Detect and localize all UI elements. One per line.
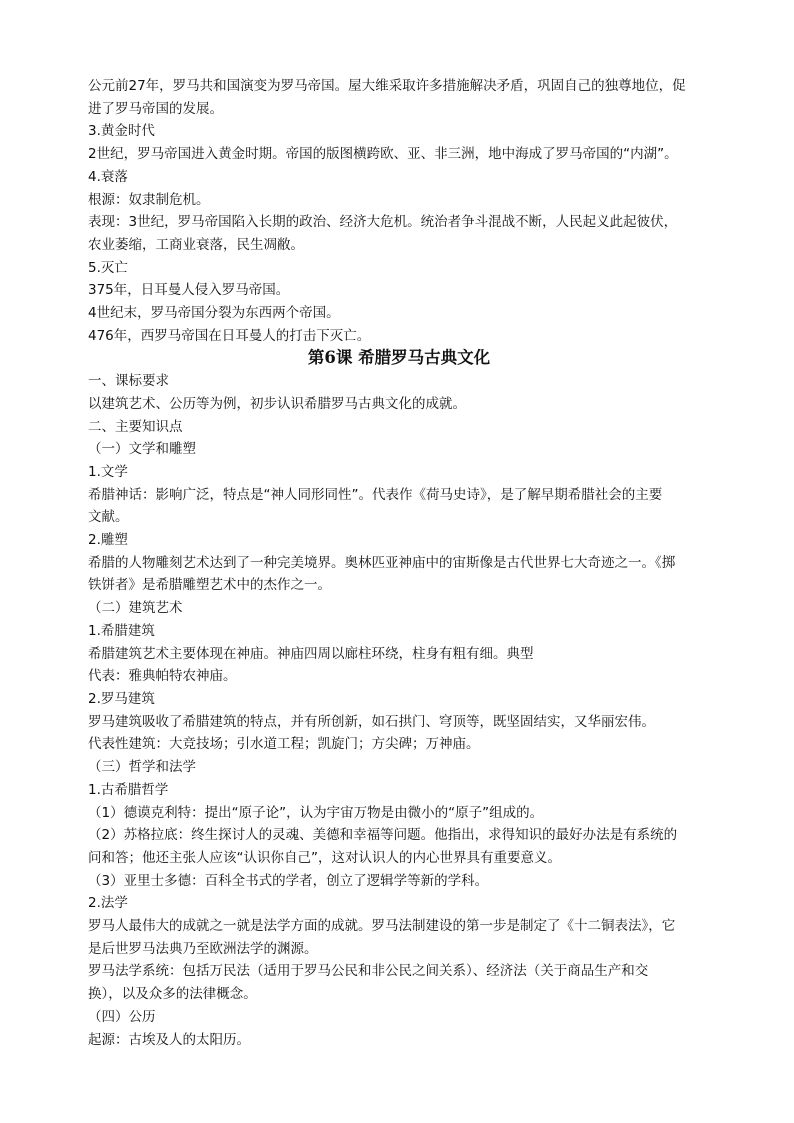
text-line: 希腊神话：影响广泛，特点是“神人同形同性”。代表作《荷马史诗》，是了解早期希腊社会的主要 bbox=[88, 486, 663, 503]
text-line: （一）文学和雕塑 bbox=[88, 441, 196, 458]
text-line: 375年，日耳曼人侵入罗马帝国。 bbox=[88, 282, 290, 299]
text-line: 2世纪，罗马帝国进入黄金时期。帝国的版图横跨欧、亚、非三洲，地中海成了罗马帝国的“内湖”。 bbox=[88, 146, 678, 163]
text-line: 代表性建筑：大竞技场；引水道工程；凯旋门；方尖碑；万神庙。 bbox=[88, 736, 480, 753]
text-line: 以建筑艺术、公历等为例，初步认识希腊罗马古典文化的成就。 bbox=[88, 395, 466, 412]
lesson-title: 第6课 希腊罗马古典文化 bbox=[307, 348, 491, 368]
text-line: 希腊建筑艺术主要体现在神庙。神庙四周以廊柱环绕，柱身有粗有细。典型 bbox=[88, 645, 534, 662]
text-line: 根源：奴隶制危机。 bbox=[88, 191, 210, 208]
text-line: （二）建筑艺术 bbox=[88, 600, 183, 617]
text-line: 问和答；他还主张人应该“认识你自己”，这对认识人的内心世界具有重要意义。 bbox=[88, 849, 561, 866]
section-roman-empire bbox=[88, 75, 710, 347]
text-line: 进了罗马帝国的发展。 bbox=[88, 100, 223, 117]
text-line: （2）苏格拉底：终生探讨人的灵魂、美德和幸福等问题。他指出，求得知识的最好办法是有系统的 bbox=[88, 827, 678, 844]
text-line: 1.文学 bbox=[88, 463, 128, 480]
text-line: （1）德谟克利特：提出“原子论”，认为宇宙万物是由微小的“原子”组成的。 bbox=[88, 804, 544, 821]
text-line: 罗马人最伟大的成就之一就是法学方面的成就。罗马法制建设的第一步是制定了《十二铜表法》，它 bbox=[88, 918, 676, 935]
text-line: （3）亚里士多德：百科全书式的学者，创立了逻辑学等新的学科。 bbox=[88, 872, 489, 889]
text-line: 希腊的人物雕刻艺术达到了一种完美境界。奥林匹亚神庙中的宙斯像是古代世界七大奇迹之一。《掷 bbox=[88, 554, 676, 571]
text-line: 1.希腊建筑 bbox=[88, 622, 155, 639]
text-line: 二、主要知识点 bbox=[88, 418, 183, 435]
text-line: 3.黄金时代 bbox=[88, 123, 155, 140]
text-line: 文献。 bbox=[88, 509, 129, 526]
text-line: 铁饼者》是希腊雕塑艺术中的杰作之一。 bbox=[88, 577, 331, 594]
text-line: 2.罗马建筑 bbox=[88, 690, 155, 707]
text-line: 一、课标要求 bbox=[88, 373, 169, 390]
section-greek-roman-culture bbox=[88, 370, 710, 1051]
text-line: 换），以及众多的法律概念。 bbox=[88, 986, 257, 1003]
text-line: 4.衰落 bbox=[88, 168, 128, 185]
text-line: 罗马法学系统：包括万民法（适用于罗马公民和非公民之间关系）、经济法（关于商品生产和交 bbox=[88, 963, 649, 980]
text-line: 1.古希腊哲学 bbox=[88, 781, 169, 798]
text-line: 公元前27年，罗马共和国演变为罗马帝国。屋大维采取许多措施解决矛盾，巩固自己的独尊地位，促 bbox=[88, 78, 686, 94]
document-page bbox=[88, 75, 710, 1051]
text-line: 476年，西罗马帝国在日耳曼人的打击下灭亡。 bbox=[88, 327, 371, 344]
text-line: 2.法学 bbox=[88, 895, 128, 912]
text-line: 4世纪末，罗马帝国分裂为东西两个帝国。 bbox=[88, 305, 340, 322]
text-line: （四）公历 bbox=[88, 1008, 156, 1025]
text-line: 罗马建筑吸收了希腊建筑的特点，并有所创新，如石拱门、穹顶等，既坚固结实，又华丽宏伟。 bbox=[88, 713, 655, 730]
text-line: 5.灭亡 bbox=[88, 259, 128, 276]
text-line: （三）哲学和法学 bbox=[88, 759, 196, 776]
text-line: 代表：雅典帕特农神庙。 bbox=[88, 668, 237, 685]
text-line: 农业萎缩，工商业衰落，民生凋敝。 bbox=[88, 236, 304, 253]
text-line: 表现：3世纪，罗马帝国陷入长期的政治、经济大危机。统治者争斗混战不断，人民起义此起彼伏， bbox=[88, 214, 678, 231]
text-line: 是后世罗马法典乃至欧洲法学的渊源。 bbox=[88, 940, 318, 957]
text-line: 2.雕塑 bbox=[88, 532, 128, 549]
text-line: 起源：古埃及人的太阳历。 bbox=[88, 1031, 250, 1048]
